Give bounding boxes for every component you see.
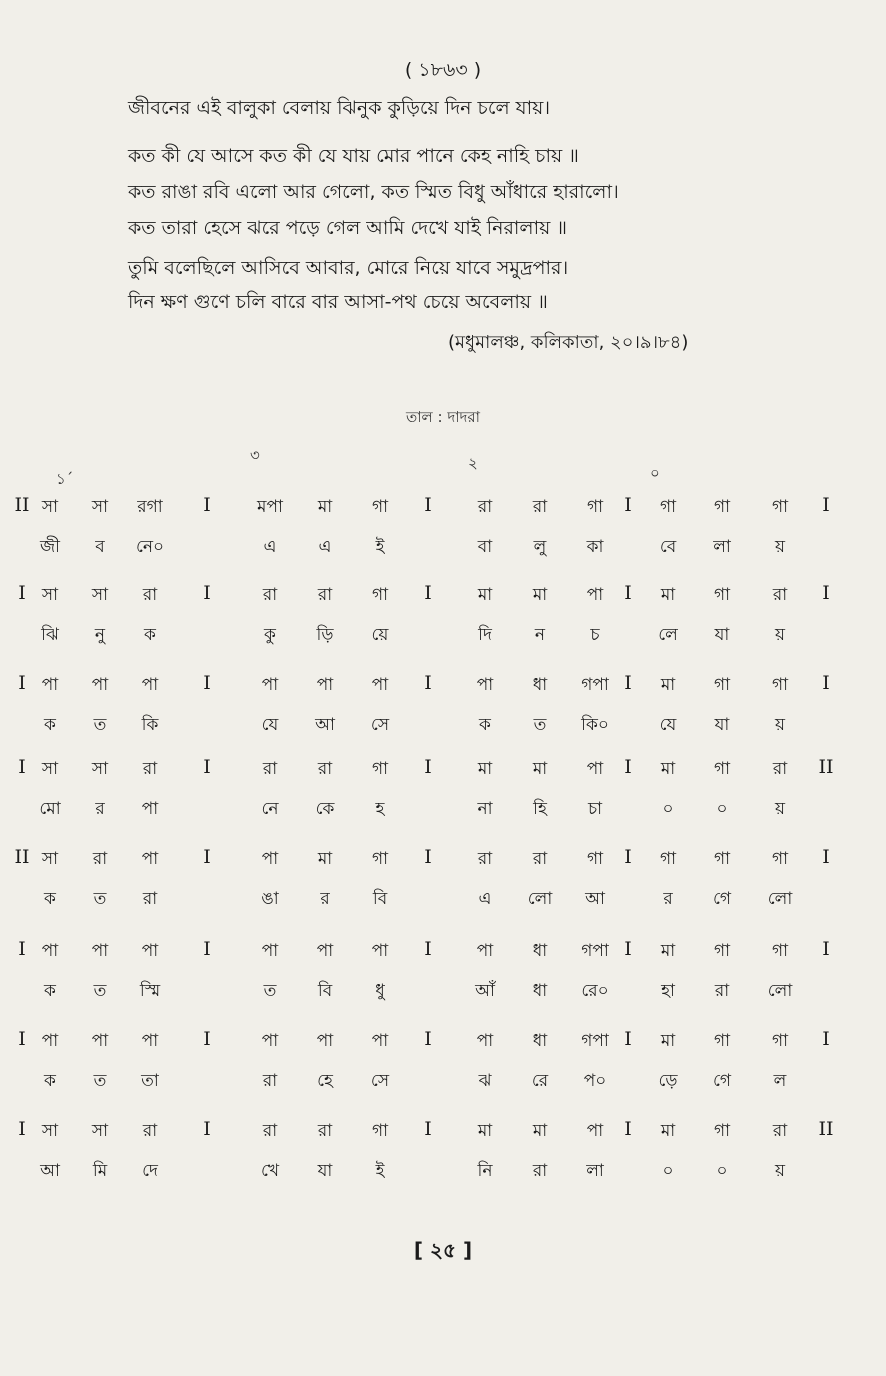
swara-note: রা bbox=[477, 497, 493, 517]
swara-row bbox=[0, 1118, 886, 1158]
swara-note: রা bbox=[532, 849, 548, 869]
swara-note: গা bbox=[659, 849, 677, 869]
swara-note: মা bbox=[660, 1121, 676, 1141]
swara-note: গা bbox=[713, 759, 731, 779]
lyric-syllable: ব bbox=[95, 537, 105, 557]
lyric-syllable: এ bbox=[263, 537, 277, 557]
barline: II bbox=[818, 1118, 834, 1140]
lyric-syllable: সে bbox=[370, 715, 390, 735]
swara-row bbox=[0, 582, 886, 622]
lyric-syllable: য় bbox=[774, 1161, 786, 1181]
lyric-syllable: মো bbox=[39, 799, 61, 819]
swara-note: রা bbox=[772, 585, 788, 605]
swara-note: রা bbox=[317, 759, 333, 779]
beat-mark: ৩ bbox=[250, 446, 260, 464]
lyric-syllable: র bbox=[320, 889, 330, 909]
swara-note: পা bbox=[261, 675, 279, 695]
swara-note: সা bbox=[41, 759, 59, 779]
start-barline: I bbox=[18, 672, 26, 694]
beat-mark: ২ bbox=[468, 454, 478, 472]
lyric-syllable: লা bbox=[586, 1161, 604, 1181]
swara-note: গা bbox=[713, 675, 731, 695]
barline: I bbox=[203, 1028, 211, 1050]
swara-note: পা bbox=[371, 675, 389, 695]
lyric-syllable: ধু bbox=[375, 981, 385, 1001]
lyric-line: কত কী যে আসে কত কী যে যায় মোর পানে কেহ নাহি চায় ॥ bbox=[128, 145, 579, 167]
taal-label: তাল : দাদরা bbox=[405, 408, 481, 426]
barline: I bbox=[624, 938, 632, 960]
lyric-syllable: ত bbox=[533, 715, 547, 735]
lyric-syllable: ধা bbox=[532, 981, 548, 1001]
song-number: ( ১৮৬৩ ) bbox=[404, 59, 482, 81]
lyric-syllable: লে bbox=[658, 625, 678, 645]
swara-note: গা bbox=[586, 849, 604, 869]
swara-row bbox=[0, 1028, 886, 1068]
lyric-syllable: নি bbox=[477, 1161, 493, 1181]
lyric-syllable: পা bbox=[141, 799, 159, 819]
lyric-syllable-row bbox=[0, 796, 886, 836]
start-barline: I bbox=[18, 1118, 26, 1140]
swara-note: মপা bbox=[257, 497, 283, 517]
swara-row bbox=[0, 672, 886, 712]
lyric-syllable: ক bbox=[144, 625, 156, 645]
page-number: [ ২৫ ] bbox=[413, 1238, 473, 1262]
lyric-syllable: না bbox=[477, 799, 493, 819]
swara-row bbox=[0, 938, 886, 978]
barline: I bbox=[424, 582, 432, 604]
barline: I bbox=[624, 672, 632, 694]
beat-mark: ০ bbox=[650, 464, 660, 482]
lyric-syllable: কি bbox=[141, 715, 159, 735]
lyric-syllable: ঙা bbox=[261, 889, 279, 909]
lyric-syllable: রে০ bbox=[581, 981, 609, 1001]
barline: I bbox=[822, 672, 830, 694]
lyric-syllable: য়ে bbox=[371, 625, 389, 645]
lyric-syllable: এ bbox=[318, 537, 332, 557]
swara-note: পা bbox=[371, 941, 389, 961]
lyric-syllable: স্মি bbox=[139, 981, 161, 1001]
swara-note: রা bbox=[142, 585, 158, 605]
lyric-syllable: ন bbox=[534, 625, 546, 645]
swara-note: গা bbox=[713, 585, 731, 605]
lyric-syllable: কু bbox=[264, 625, 276, 645]
swara-note: মা bbox=[532, 585, 548, 605]
lyric-syllable: নু bbox=[94, 625, 106, 645]
lyric-syllable-row bbox=[0, 886, 886, 926]
barline: I bbox=[624, 846, 632, 868]
lyric-syllable-row bbox=[0, 622, 886, 662]
lyric-syllable: দে bbox=[142, 1161, 158, 1181]
barline: I bbox=[424, 672, 432, 694]
swara-note: গা bbox=[771, 497, 789, 517]
swara-note: রা bbox=[772, 1121, 788, 1141]
lyric-syllable: ০ bbox=[662, 1161, 674, 1181]
lyric-syllable: ত bbox=[93, 1071, 107, 1091]
swara-note: গা bbox=[771, 675, 789, 695]
lyric-syllable: রে bbox=[531, 1071, 549, 1091]
swara-note: রা bbox=[262, 1121, 278, 1141]
lyric-syllable: ক bbox=[44, 1071, 56, 1091]
barline: I bbox=[424, 938, 432, 960]
barline: I bbox=[822, 846, 830, 868]
lyric-syllable-row bbox=[0, 1068, 886, 1108]
swara-note: রা bbox=[262, 585, 278, 605]
barline: I bbox=[822, 1028, 830, 1050]
lyric-syllable: ক bbox=[44, 889, 56, 909]
lyric-syllable: ০ bbox=[716, 1161, 728, 1181]
start-barline: I bbox=[18, 582, 26, 604]
lyric-syllable: যা bbox=[317, 1161, 333, 1181]
lyric-syllable: নে bbox=[261, 799, 279, 819]
barline: I bbox=[624, 756, 632, 778]
swara-note: পা bbox=[141, 941, 159, 961]
swara-note: রা bbox=[317, 1121, 333, 1141]
swara-note: রা bbox=[772, 759, 788, 779]
swara-note: পা bbox=[91, 941, 109, 961]
lyric-syllable: ক bbox=[479, 715, 491, 735]
lyric-syllable: য় bbox=[774, 537, 786, 557]
beat-mark: ১´ bbox=[56, 470, 74, 488]
lyric-syllable: যে bbox=[659, 715, 677, 735]
swara-note: মা bbox=[317, 497, 333, 517]
lyric-syllable: বি bbox=[317, 981, 333, 1001]
swara-note: পা bbox=[586, 759, 604, 779]
lyric-syllable: এ bbox=[478, 889, 492, 909]
swara-note: পা bbox=[41, 1031, 59, 1051]
swara-note: সা bbox=[91, 759, 109, 779]
lyric-syllable: রা bbox=[262, 1071, 278, 1091]
barline: I bbox=[203, 672, 211, 694]
swara-note: ধা bbox=[532, 1031, 548, 1051]
lyric-syllable: যা bbox=[714, 715, 730, 735]
swara-note: গা bbox=[586, 497, 604, 517]
swara-note: সা bbox=[41, 497, 59, 517]
lyric-syllable: আ bbox=[40, 1161, 60, 1181]
lyric-syllable: বা bbox=[477, 537, 493, 557]
lyric-syllable: যা bbox=[714, 625, 730, 645]
swara-note: ধা bbox=[532, 941, 548, 961]
barline: I bbox=[203, 938, 211, 960]
swara-note: গা bbox=[371, 849, 389, 869]
lyric-syllable: য় bbox=[774, 799, 786, 819]
swara-note: গা bbox=[371, 497, 389, 517]
lyric-syllable: নে০ bbox=[135, 537, 165, 557]
lyric-line: কত তারা হেসে ঝরে পড়ে গেল আমি দেখে যাই নিরালায় ॥ bbox=[128, 217, 568, 239]
swara-note: গপা bbox=[581, 1031, 609, 1051]
lyric-syllable: মি bbox=[92, 1161, 108, 1181]
swara-note: গা bbox=[713, 941, 731, 961]
barline: I bbox=[624, 1118, 632, 1140]
lyric-syllable: দি bbox=[478, 625, 492, 645]
swara-note: পা bbox=[141, 849, 159, 869]
lyric-syllable: রা bbox=[532, 1161, 548, 1181]
swara-note: রা bbox=[317, 585, 333, 605]
swara-note: রা bbox=[142, 1121, 158, 1141]
swara-note: গা bbox=[771, 1031, 789, 1051]
swara-note: সা bbox=[91, 497, 109, 517]
lyric-syllable: লু bbox=[533, 537, 547, 557]
swara-note: মা bbox=[477, 759, 493, 779]
swara-note: পা bbox=[476, 675, 494, 695]
swara-note: পা bbox=[586, 1121, 604, 1141]
swara-note: গপা bbox=[581, 675, 609, 695]
swara-note: রা bbox=[142, 759, 158, 779]
swara-note: গা bbox=[771, 849, 789, 869]
swara-note: গা bbox=[371, 1121, 389, 1141]
lyric-syllable: রা bbox=[714, 981, 730, 1001]
swara-note: রা bbox=[477, 849, 493, 869]
lyric-line: কত রাঙা রবি এলো আর গেলো, কত স্মিত বিধু আঁধারে হারালো। bbox=[128, 181, 619, 203]
lyric-syllable: ঝ bbox=[478, 1071, 492, 1091]
lyric-syllable: যে bbox=[261, 715, 279, 735]
lyric-syllable: কি০ bbox=[581, 715, 609, 735]
swara-note: গা bbox=[713, 497, 731, 517]
lyric-syllable: তা bbox=[141, 1071, 159, 1091]
barline: I bbox=[424, 1118, 432, 1140]
lyric-syllable: জী bbox=[39, 537, 61, 557]
lyric-syllable: হি bbox=[533, 799, 547, 819]
barline: I bbox=[424, 1028, 432, 1050]
lyric-line: জীবনের এই বালুকা বেলায় ঝিনুক কুড়িয়ে দিন চলে যায়। bbox=[128, 97, 551, 119]
swara-note: রা bbox=[532, 497, 548, 517]
swara-note: রগা bbox=[137, 497, 163, 517]
swara-row bbox=[0, 846, 886, 886]
lyric-syllable: ক bbox=[44, 981, 56, 1001]
swara-note: পা bbox=[316, 675, 334, 695]
barline: I bbox=[203, 494, 211, 516]
lyric-syllable: ০ bbox=[662, 799, 674, 819]
lyric-syllable: আঁ bbox=[475, 981, 495, 1001]
swara-note: মা bbox=[660, 941, 676, 961]
swara-note: গা bbox=[713, 1121, 731, 1141]
barline: I bbox=[203, 756, 211, 778]
swara-note: পা bbox=[91, 675, 109, 695]
swara-note: রা bbox=[262, 759, 278, 779]
lyric-syllable: গে bbox=[712, 889, 732, 909]
lyric-syllable: চ bbox=[590, 625, 600, 645]
swara-note: গা bbox=[371, 585, 389, 605]
swara-note: পা bbox=[91, 1031, 109, 1051]
swara-note: গা bbox=[771, 941, 789, 961]
lyric-syllable-row bbox=[0, 1158, 886, 1198]
lyric-syllable-row bbox=[0, 534, 886, 574]
lyric-line: তুমি বলেছিলে আসিবে আবার, মোরে নিয়ে যাবে সমুদ্রপার। bbox=[128, 257, 569, 279]
lyric-syllable: বি bbox=[372, 889, 388, 909]
lyric-syllable-row bbox=[0, 978, 886, 1018]
lyric-syllable: ড়ে bbox=[658, 1071, 678, 1091]
lyric-syllable: গে bbox=[712, 1071, 732, 1091]
swara-note: রা bbox=[92, 849, 108, 869]
swara-note: মা bbox=[660, 1031, 676, 1051]
swara-note: সা bbox=[91, 585, 109, 605]
lyric-syllable: আ bbox=[315, 715, 335, 735]
lyric-syllable: ই bbox=[375, 1161, 385, 1181]
barline: I bbox=[822, 494, 830, 516]
barline: I bbox=[822, 938, 830, 960]
swara-note: পা bbox=[261, 1031, 279, 1051]
lyric-syllable: ক bbox=[44, 715, 56, 735]
swara-note: গা bbox=[713, 849, 731, 869]
lyric-syllable: সে bbox=[370, 1071, 390, 1091]
swara-note: মা bbox=[477, 585, 493, 605]
swara-note: মা bbox=[660, 585, 676, 605]
lyric-syllable: র bbox=[95, 799, 105, 819]
swara-note: পা bbox=[261, 941, 279, 961]
barline: I bbox=[822, 582, 830, 604]
barline: I bbox=[424, 846, 432, 868]
lyric-syllable: ত bbox=[93, 715, 107, 735]
lyric-syllable: ড়ি bbox=[316, 625, 334, 645]
lyric-syllable: লো bbox=[527, 889, 553, 909]
swara-note: গা bbox=[659, 497, 677, 517]
start-barline: I bbox=[18, 938, 26, 960]
swara-note: পা bbox=[41, 675, 59, 695]
swara-note: মা bbox=[532, 1121, 548, 1141]
swara-note: মা bbox=[532, 759, 548, 779]
start-barline: II bbox=[14, 846, 30, 868]
lyric-syllable: রা bbox=[142, 889, 158, 909]
lyric-syllable: হে bbox=[317, 1071, 333, 1091]
lyric-syllable: চা bbox=[587, 799, 603, 819]
lyric-syllable: ত bbox=[93, 981, 107, 1001]
lyric-syllable: য় bbox=[774, 715, 786, 735]
barline: II bbox=[818, 756, 834, 778]
swara-note: ধা bbox=[532, 675, 548, 695]
lyric-syllable-row bbox=[0, 712, 886, 752]
swara-note: গা bbox=[713, 1031, 731, 1051]
lyric-syllable: ঝি bbox=[41, 625, 59, 645]
barline: I bbox=[203, 1118, 211, 1140]
swara-note: মা bbox=[660, 759, 676, 779]
barline: I bbox=[424, 756, 432, 778]
swara-note: পা bbox=[476, 1031, 494, 1051]
swara-note: মা bbox=[660, 675, 676, 695]
swara-note: মা bbox=[477, 1121, 493, 1141]
lyric-line: দিন ক্ষণ গুণে চলি বারে বার আসা-পথ চেয়ে অবেলায় ॥ bbox=[128, 291, 548, 313]
swara-note: পা bbox=[371, 1031, 389, 1051]
lyric-syllable: লা bbox=[713, 537, 731, 557]
barline: I bbox=[203, 582, 211, 604]
start-barline: I bbox=[18, 756, 26, 778]
swara-note: পা bbox=[476, 941, 494, 961]
start-barline: I bbox=[18, 1028, 26, 1050]
swara-row bbox=[0, 756, 886, 796]
attribution: (মধুমালঞ্চ, কলিকাতা, ২০।৯।৮৪) bbox=[448, 332, 689, 353]
lyric-syllable: ল bbox=[773, 1071, 787, 1091]
swara-note: পা bbox=[41, 941, 59, 961]
barline: I bbox=[624, 582, 632, 604]
swara-note: সা bbox=[41, 849, 59, 869]
lyric-syllable: ০ bbox=[716, 799, 728, 819]
swara-note: পা bbox=[316, 1031, 334, 1051]
start-barline: II bbox=[14, 494, 30, 516]
swara-note: গপা bbox=[581, 941, 609, 961]
swara-note: পা bbox=[141, 675, 159, 695]
lyric-syllable: কা bbox=[586, 537, 604, 557]
lyric-syllable: বে bbox=[659, 537, 677, 557]
lyric-syllable: লো bbox=[767, 981, 793, 1001]
swara-note: সা bbox=[41, 585, 59, 605]
lyric-syllable: কে bbox=[315, 799, 335, 819]
swara-note: সা bbox=[91, 1121, 109, 1141]
lyric-syllable: খে bbox=[260, 1161, 280, 1181]
lyric-syllable: প০ bbox=[583, 1071, 607, 1091]
lyric-syllable: হ bbox=[375, 799, 385, 819]
swara-note: পা bbox=[586, 585, 604, 605]
swara-note: মা bbox=[317, 849, 333, 869]
swara-note: পা bbox=[316, 941, 334, 961]
barline: I bbox=[624, 1028, 632, 1050]
swara-note: গা bbox=[371, 759, 389, 779]
lyric-syllable: লো bbox=[767, 889, 793, 909]
barline: I bbox=[203, 846, 211, 868]
barline: I bbox=[424, 494, 432, 516]
swara-row bbox=[0, 494, 886, 534]
lyric-syllable: হা bbox=[661, 981, 675, 1001]
swara-note: পা bbox=[261, 849, 279, 869]
lyric-syllable: ই bbox=[375, 537, 385, 557]
lyric-syllable: ত bbox=[93, 889, 107, 909]
lyric-syllable: য় bbox=[774, 625, 786, 645]
lyric-syllable: ত bbox=[263, 981, 277, 1001]
swara-note: সা bbox=[41, 1121, 59, 1141]
lyric-syllable: র bbox=[663, 889, 673, 909]
barline: I bbox=[624, 494, 632, 516]
swara-note: পা bbox=[141, 1031, 159, 1051]
lyric-syllable: আ bbox=[585, 889, 605, 909]
